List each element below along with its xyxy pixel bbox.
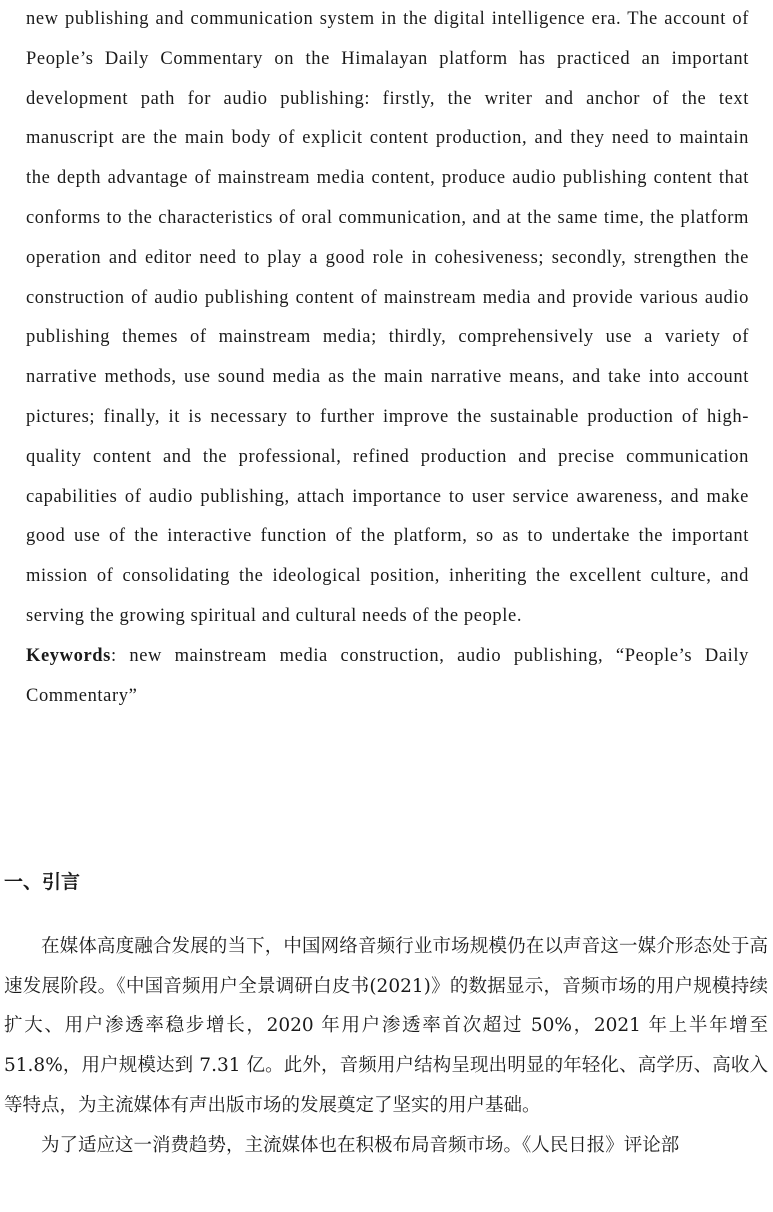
body-paragraph: 为了适应这一消费趋势，主流媒体也在积极布局音频市场。《人民日报》评论部 (41, 1134, 680, 1156)
keywords-line (26, 637, 749, 717)
abstract-paragraph: new publishing and communication system in the digital intelligence era. The account of People’s Daily Commentary on the Himalayan platform has practiced an important development path for audio publishing: firstly, the writer and anchor of the text manuscript are the main body of explicit content production, and they need to maintain the depth advantage of mainstream media content, produce audio publishing content that conforms to the characteristics of oral communication, and at the same time, the platform operation and editor need to play a good role in cohesiveness; secondly, strengthen the construction of audio publishing content of mainstream media and provide various audio publishing themes of mainstream media; thirdly, comprehensively use a variety of narrative methods, use sound media as the main narrative means, and take into account pictures; finally, it is necessary to further improve the sustainable production of high-quality content and the professional, refined production and precise communication capabilities of audio publishing, attach importance to user service awareness, and make good use of the interactive function of the platform, so as to undertake the important mission of consolidating the ideological position, inheriting the excellent culture, and serving the growing spiritual and cultural needs of the people. (26, 9, 749, 626)
keywords-label: Keywords (26, 645, 111, 666)
section-heading-introduction: 一、引言 (4, 871, 81, 893)
english-abstract (26, 0, 749, 716)
introduction-body (4, 927, 768, 1165)
keywords-text: : new mainstream media construction, audio publishing, “People’s Daily Commentary” (26, 645, 749, 706)
body-paragraph: 在媒体高度融合发展的当下，中国网络音频行业市场规模仍在以声音这一媒介形态处于高速发展阶段。《中国音频用户全景调研白皮书(2021)》的数据显示，音频市场的用户规模持续扩大、用户渗透率稳步增长，2020 年用户渗透率首次超过 50%，2021 年上半年增至 51.8%，用户规模达到 7.31 亿。此外，音频用户结构呈现出明显的年轻化、高学历、高收入等特点，为主流媒体有声出版市场的发展奠定了坚实的用户基础。 (4, 936, 768, 1116)
